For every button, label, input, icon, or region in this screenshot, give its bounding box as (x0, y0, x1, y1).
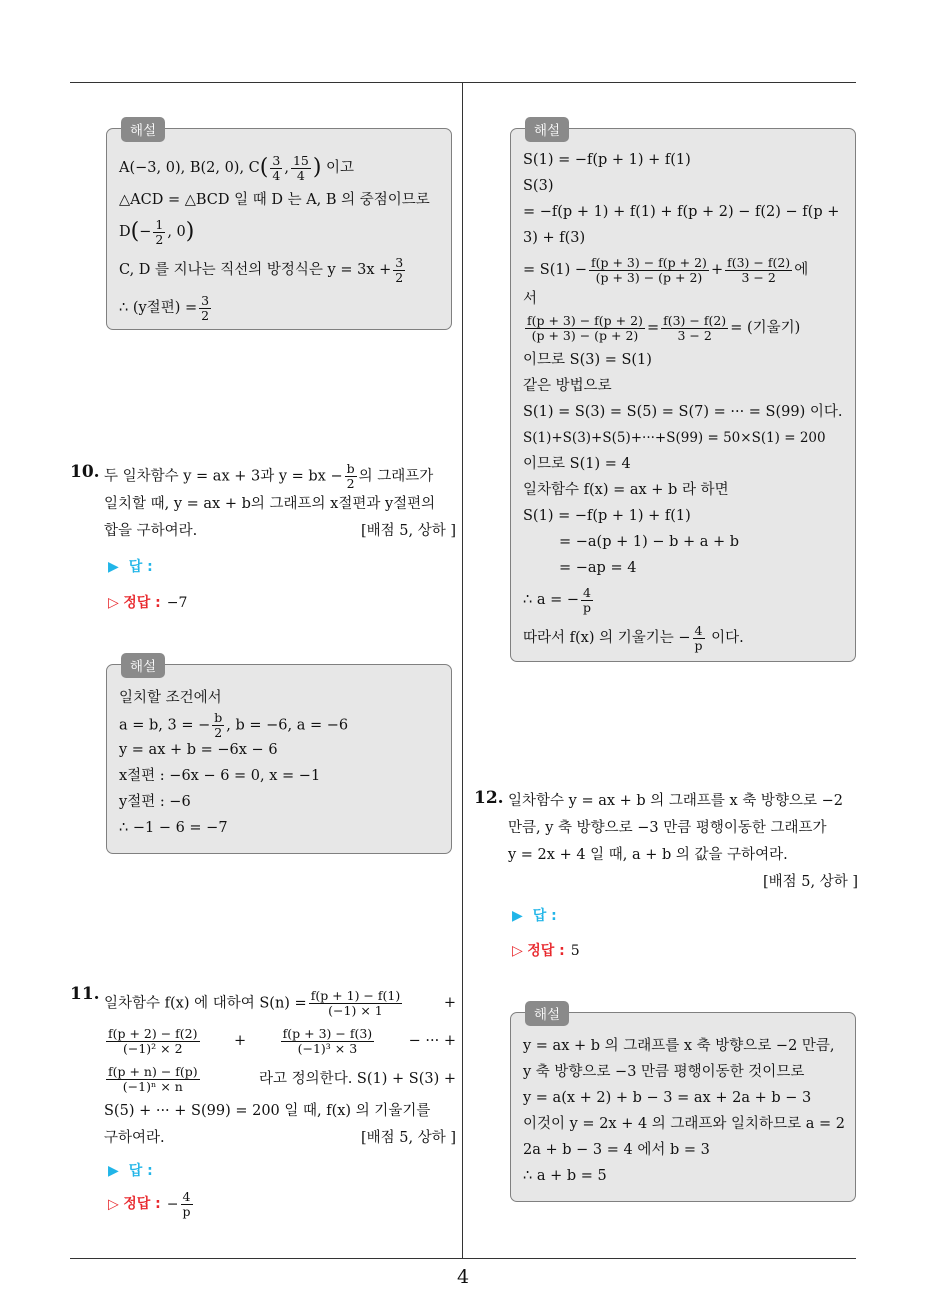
solution-line: y = ax + b 의 그래프를 x 축 방향으로 −2 만큼, (523, 1038, 835, 1054)
points-label: [배점 5, 상하 ] (360, 522, 456, 539)
footer-rule (70, 1258, 856, 1259)
problem-10 (70, 462, 456, 542)
solution-box-12 (510, 1007, 856, 1202)
problem-11 (70, 984, 456, 1150)
solution-line: ∴ a + b = 5 (523, 1168, 607, 1184)
triangle-icon: ▷ (108, 595, 119, 611)
solution-line: △ACD = △BCD 일 때 D 는 A, B 의 중점이므로 (119, 192, 430, 208)
solution-badge: 해설 (525, 1001, 569, 1026)
header-rule (70, 82, 856, 83)
solution-line: x절편 : −6x − 6 = 0, x = −1 (119, 768, 321, 784)
page-number: 4 (456, 1266, 470, 1288)
correct-answer-10: ▷ 정답 : −7 (108, 595, 188, 611)
triangle-icon: ▷ (512, 943, 523, 959)
solution-line: A(−3, 0), B(2, 0), C( $\frac{3}{4}$ , $\frac{15}{4}$ ) 이고 (119, 152, 355, 183)
solution-line: y절편 : −6 (119, 794, 191, 810)
problem-number: 10. (70, 462, 100, 482)
solution-line: = −f(p + 1) + f(1) + f(p + 2) − f(2) − f(p + (523, 204, 840, 220)
solution-line: ∴ (y절편) = $\frac{3}{2}$ (119, 292, 210, 323)
correct-answer-12: ▷ 정답 : 5 (512, 943, 580, 959)
solution-box-9 (106, 123, 452, 330)
answer-arrow-icon: ▶ (108, 1163, 119, 1179)
solution-box-11 (510, 123, 856, 662)
solution-line: 2a + b − 3 = 4 에서 b = 3 (523, 1142, 710, 1158)
problem-text: 일차함수 y = ax + b 의 그래프를 x 축 방향으로 −2 만큼, y 축 방향으로 −3 만큼 평행이동한 그래프가 y = 2x + 4 일 때, a + b 의 값을 구하여라. [배점 5, 상하 ] (508, 788, 858, 896)
column-divider (462, 83, 463, 1258)
solution-line: S(1) = −f(p + 1) + f(1) (523, 508, 691, 524)
solution-line: y 축 방향으로 −3 만큼 평행이동한 것이므로 (523, 1064, 805, 1080)
answer-row-11[interactable]: ▶ 답 : (108, 1163, 153, 1179)
solution-box-10 (106, 659, 452, 854)
solution-line: ∴ −1 − 6 = −7 (119, 820, 228, 836)
problem-12 (474, 788, 860, 892)
solution-line: 이므로 S(3) = S(1) (523, 352, 652, 368)
solution-line: S(3) (523, 178, 554, 194)
answer-arrow-icon: ▶ (108, 559, 119, 575)
solution-line: = −ap = 4 (559, 560, 637, 576)
solution-line: 일차함수 f(x) = ax + b 라 하면 (523, 482, 729, 498)
correct-answer-11: ▷ 정답 : − $\frac{4}{p}$ (108, 1189, 191, 1219)
solution-line: 서 (523, 291, 538, 307)
solution-line: y = ax + b = −6x − 6 (119, 742, 278, 758)
solution-badge: 해설 (525, 117, 569, 142)
solution-line: = S(1) − $\frac{f(p + 3) - f(p + 2)}{(p + 3) - (p + 2)}$ + $\frac{f(3) - f(2)}{3 - 2}$ 에 (523, 254, 809, 285)
problem-text: 일차함수 f(x) 에 대하여 S(n) = $\frac{f(p + 1) - f(1)}{(-1) \times 1}$ + f(p + 2) − f(2) (−1)² × 2 + $\frac{f(p + 3) - f(3)}{\text{(−1)³ × 3}}$ − ··· + f(p + n) − f(p) (−1)ⁿ × n 라고 정의한다. S(1) + S(3) + S(5) + ··· + S(99) = 200 일 때, f(x) 의 기울기를 구하여라. [배점 5, 상하 ] (104, 984, 456, 1152)
solution-line: 따라서 f(x) 의 기울기는 − $\frac{4}{p}$ 이다. (523, 622, 744, 653)
solution-line: D(− $\frac{1}{2}$ , 0) (119, 216, 195, 247)
solution-line: $\frac{f(p + 3) - f(p + 2)}{(p + 3) - (p + 2)}$ = $\frac{f(3) - f(2)}{3 - 2}$ = (기울기) (527, 312, 801, 343)
points-label: [배점 5, 상하 ] (360, 1130, 456, 1146)
solution-line: S(1)+S(3)+S(5)+···+S(99) = 50×S(1) = 200 (523, 430, 826, 446)
triangle-icon: ▷ (108, 1196, 119, 1213)
solution-line: 이므로 S(1) = 4 (523, 456, 631, 472)
solution-line: a = b, 3 = − $\frac{b}{2}$ , b = −6, a = −6 (119, 710, 349, 740)
solution-badge: 해설 (121, 117, 165, 142)
solution-line: 일치할 조건에서 (119, 690, 222, 706)
solution-line: S(1) = −f(p + 1) + f(1) (523, 152, 691, 168)
solution-line: C, D 를 지나는 직선의 방정식은 y = 3x + $\frac{3}{2}$ (119, 254, 404, 285)
problem-number: 12. (474, 788, 504, 808)
solution-line: 3) + f(3) (523, 230, 586, 246)
answer-arrow-icon: ▶ (512, 908, 523, 924)
solution-line: 이것이 y = 2x + 4 의 그래프와 일치하므로 a = 2 (523, 1116, 845, 1132)
solution-line: S(1) = S(3) = S(5) = S(7) = ··· = S(99) 이다. (523, 404, 843, 420)
solution-line: y = a(x + 2) + b − 3 = ax + 2a + b − 3 (523, 1090, 812, 1106)
answer-row-10[interactable]: ▶ 답 : (108, 559, 153, 575)
solution-line: = −a(p + 1) − b + a + b (559, 534, 740, 550)
problem-number: 11. (70, 984, 100, 1004)
solution-line: ∴ a = − $\frac{4}{p}$ (523, 584, 592, 615)
solution-badge: 해설 (121, 653, 165, 678)
points-label: [배점 5, 상하 ] (762, 874, 858, 890)
answer-row-12[interactable]: ▶ 답 : (512, 908, 557, 924)
solution-line: 같은 방법으로 (523, 378, 612, 394)
problem-text: 두 일차함수 y = ax + 3과 y = bx − $\frac{b}{2}$ 의 그래프가 일치할 때, y = ax + b의 그래프의 x절편과 y절편의 합을 구하여라. [배점 5, 상하 ] (104, 462, 456, 545)
